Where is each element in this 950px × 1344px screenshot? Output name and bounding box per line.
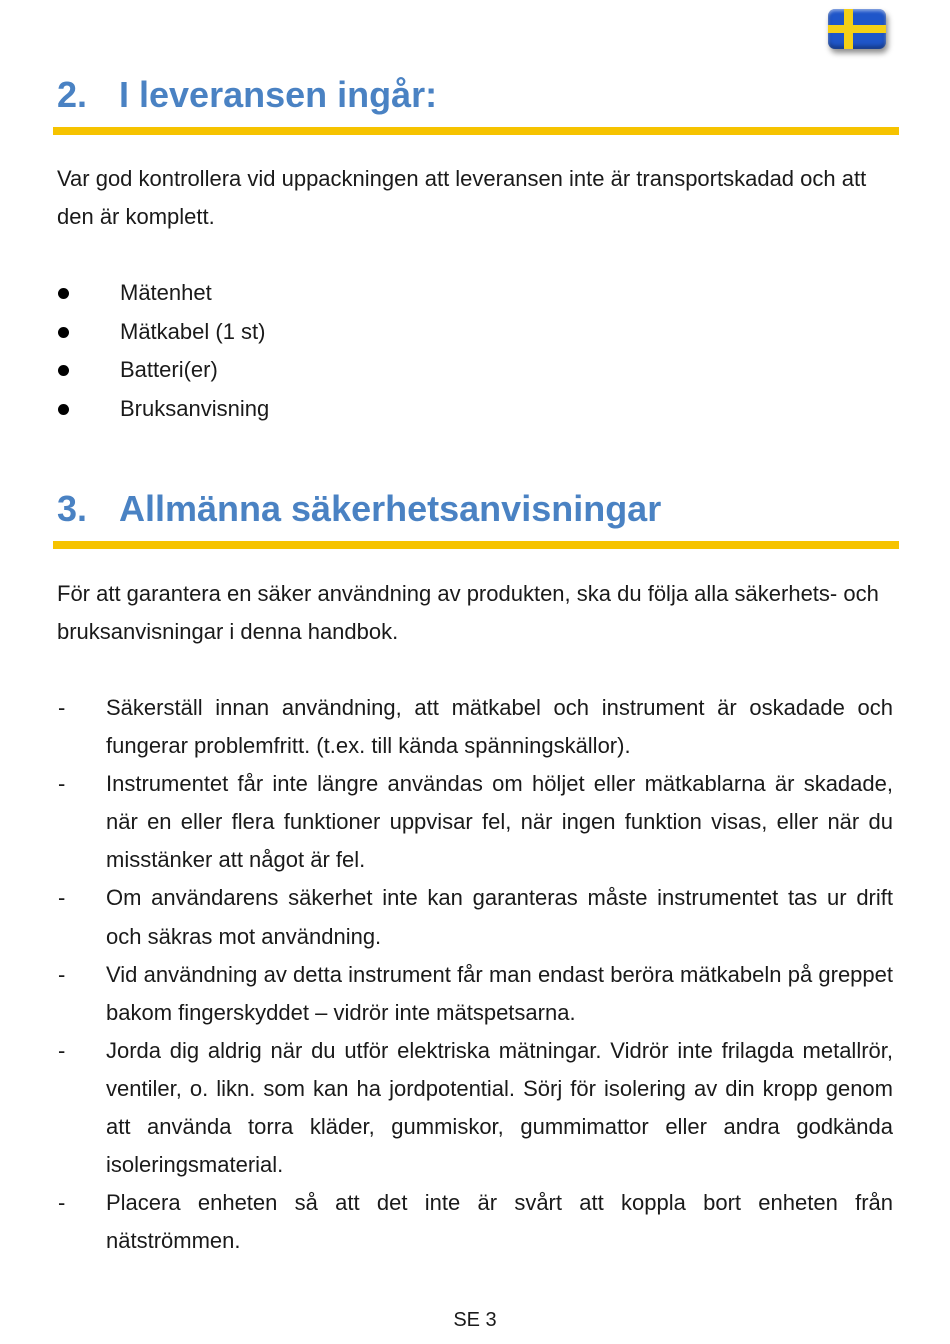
section-2-heading [57,74,437,116]
dash-marker: - [58,1190,66,1216]
safety-instructions-list [57,689,893,1260]
list-item: - Instrumentet får inte längre användas om höljet eller mätkablarna är skadade, när en eller flera funktioner uppvisar fel, när ingen funktion visas, eller när du misstänker att något är fel. [57,765,893,879]
section-3-heading [57,488,661,530]
section-2-number: 2. [57,74,88,115]
section-2-divider [53,127,899,135]
section-2-title: I leveransen ingår: [119,74,438,115]
bullet-icon [58,404,69,415]
list-item: Mätkabel (1 st) [57,313,269,352]
list-item: Bruksanvisning [57,390,269,429]
bullet-icon [58,288,69,299]
dash-marker: - [58,771,66,797]
section-2-intro: Var god kontrollera vid uppackningen att leveransen inte är transportskadad och att den är komplett. [57,166,867,229]
bullet-icon [58,365,69,376]
swedish-flag-icon [828,9,886,49]
bullet-icon [58,327,69,338]
list-item: Mätenhet [57,274,269,313]
section-3-divider [53,541,899,549]
section-3-intro: För att garantera en säker användning av produkten, ska du följa alla säkerhets- och bruksanvisningar i denna handbok. [57,581,879,644]
list-item: - Placera enheten så att det inte är svårt att koppla bort enheten från nätströmmen. [57,1184,893,1260]
list-item: - Säkerställ innan användning, att mätkabel och instrument är oskadade och fungerar problemfritt. (t.ex. till kända spänningskällor). [57,689,893,765]
dash-marker: - [58,885,66,911]
section-3-number: 3. [57,488,88,529]
dash-marker: - [58,961,66,987]
dash-marker: - [58,695,66,720]
dash-marker: - [58,1037,66,1063]
delivery-contents-list [57,274,269,428]
page-number: SE 3 [453,1309,497,1331]
list-item: - Om användarens säkerhet inte kan garanteras måste instrumentet tas ur drift och säkras mot användning. [57,879,893,955]
list-item: Batteri(er) [57,351,269,390]
list-item: - Vid användning av detta instrument får man endast beröra mätkabeln på greppet bakom fingerskyddet – vidrör inte mätspetsarna. [57,956,893,1032]
list-item: - Jorda dig aldrig när du utför elektriska mätningar. Vidrör inte frilagda metallrör, ventiler, o. likn. som kan ha jordpotential. Sörj för isolering av din kropp genom att använda torra kläder, gummiskor, gummimattor eller andra godkända isoleringsmaterial. [57,1032,893,1184]
section-3-title: Allmänna säkerhetsanvisningar [119,488,662,529]
